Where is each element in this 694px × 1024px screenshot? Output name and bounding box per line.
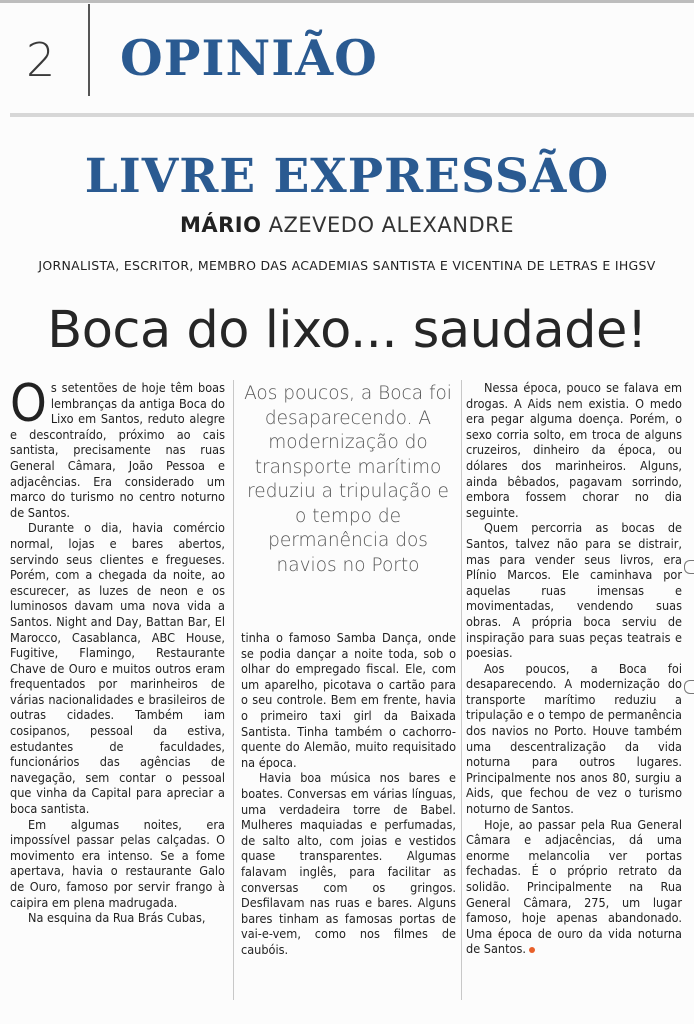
author-line — [0, 210, 694, 240]
author-first-name: MÁRIO — [179, 213, 262, 237]
article-column-2 — [241, 630, 456, 957]
paragraph: Nessa época, pouco se falava em drogas. A Aids nem existia. O medo era pegar alguma doença. Porém, o sexo corria solto, em troca de alguns cruzeiros, dinheiro da época, ou dólares dos marinheiros. Alguns, ainda bêbados, pagavam sorrindo, embora fossem chorar no dia seguinte. — [466, 380, 682, 520]
binder-hole-icon — [684, 560, 694, 574]
page-number: 2 — [26, 33, 56, 87]
paragraph: Durante o dia, havia comércio normal, lojas e bares abertos, servindo seus clientes e fregueses. Porém, com a chegada da noite, ao escurecer, as luzes de neon e os luminosos davam uma nova vida a Santos. Night and Day, Battan Bar, El Marocco, Casablanca, ABC House, Fugitive, Flamingo, Restaurante Chave de Ouro e muitos outros eram frequentados por marinheiros de várias nacionalidades e brasileiros de outras cidades. Também iam cosipanos, pessoal da estiva, estudantes de faculdades, funcionários das agências de navegação, sem contar o pessoal que vinha da Capital para apreciar a boca santista. — [10, 520, 225, 817]
paragraph: tinha o famoso Samba Dança, onde se podia dançar a noite toda, sob o olhar do empregado fiscal. Ele, com um aparelho, picotava o cartão para o seu controle. Bem em frente, havia o primeiro taxi girl da Baixada Santista. Tinha também o cachorro-quente do Alemão, muito requisitado na época. — [241, 630, 456, 770]
end-of-article-icon — [529, 947, 535, 953]
article-column-1 — [10, 374, 225, 926]
header-rule — [10, 113, 694, 117]
column-title: LIVRE EXPRESSÃO — [84, 149, 610, 204]
header-divider — [88, 4, 90, 96]
paragraph: Aos poucos, a Boca foi desaparecendo. A modernização do transporte marítimo reduziu a tripulação e o tempo de permanência dos navios no Porto. Houve também uma descentralização da vida noturna para outros lugares. Principalmente nos anos 80, surgiu a Aids, que fechou de vez o turismo noturno de Santos. — [466, 660, 682, 817]
paragraph: Hoje, ao passar pela Rua General Câmara e adjacências, dá uma enorme melancolia ver portas fechadas. É o próprio retrato da solidão. Principalmente na Rua General Câmara, 275, um lugar famoso, hoje apenas abandonado. Uma época de ouro da vida noturna de Santos. — [466, 816, 682, 957]
paragraph: Havia boa música nos bares e boates. Conversas em várias línguas, uma verdadeira torre de Babel. Mulheres maquiadas e perfumadas, de salto alto, com joias e vestidos quase transparentes. Algumas falavam inglês, para facilitar as conversas com os gringos. Desfilavam nas ruas e bares. Alguns bares tinham as famosas portas de vai-e-vem, como nos filmes de caubóis. — [241, 770, 456, 957]
pull-quote: Aos poucos, a Boca foi desaparecendo. A modernização do transporte marítimo reduziu a tripulação e o tempo de permanência dos navios no Porto — [244, 383, 452, 576]
column-divider — [233, 380, 234, 1000]
paragraph: Na esquina da Rua Brás Cubas, — [28, 910, 206, 926]
paragraph: Os setentões de hoje têm boas lembranças da antiga Boca do Lixo em Santos, reduto alegre e descontraído, próximo ao cais santista, precisamente nas ruas General Câmara, João Pessoa e adjacências. Era considerado um marco do turismo no centro noturno de Santos. — [10, 374, 225, 520]
author-credentials: JORNALISTA, ESCRITOR, MEMBRO DAS ACADEMIAS SANTISTA E VICENTINA DE LETRAS E IHGSV — [38, 258, 656, 273]
binder-hole-icon — [684, 680, 694, 694]
drop-cap: O — [10, 374, 47, 434]
article-headline: Boca do lixo... saudade! — [47, 301, 647, 360]
author-last-name: AZEVEDO ALEXANDRE — [268, 213, 515, 237]
paragraph: Quem percorria as bocas de Santos, talvez não para se distrair, mas para vender seus livros, era Plínio Marcos. Ele caminhava por aquelas ruas imensas e movimentadas, vendendo suas obras. A própria boca serviu de inspiração para suas peças teatrais e poesias. — [466, 520, 682, 661]
top-rule — [0, 0, 694, 3]
paragraph: Em algumas noites, era impossível passar pelas calçadas. O movimento era intenso. Se a fome apertava, havia o restaurante Galo de Ouro, famoso por servir frango à caipira em plena madrugada. — [10, 816, 225, 910]
column-divider — [461, 380, 462, 1000]
article-column-3 — [466, 380, 682, 957]
section-title: OPINIÃO — [120, 29, 378, 87]
